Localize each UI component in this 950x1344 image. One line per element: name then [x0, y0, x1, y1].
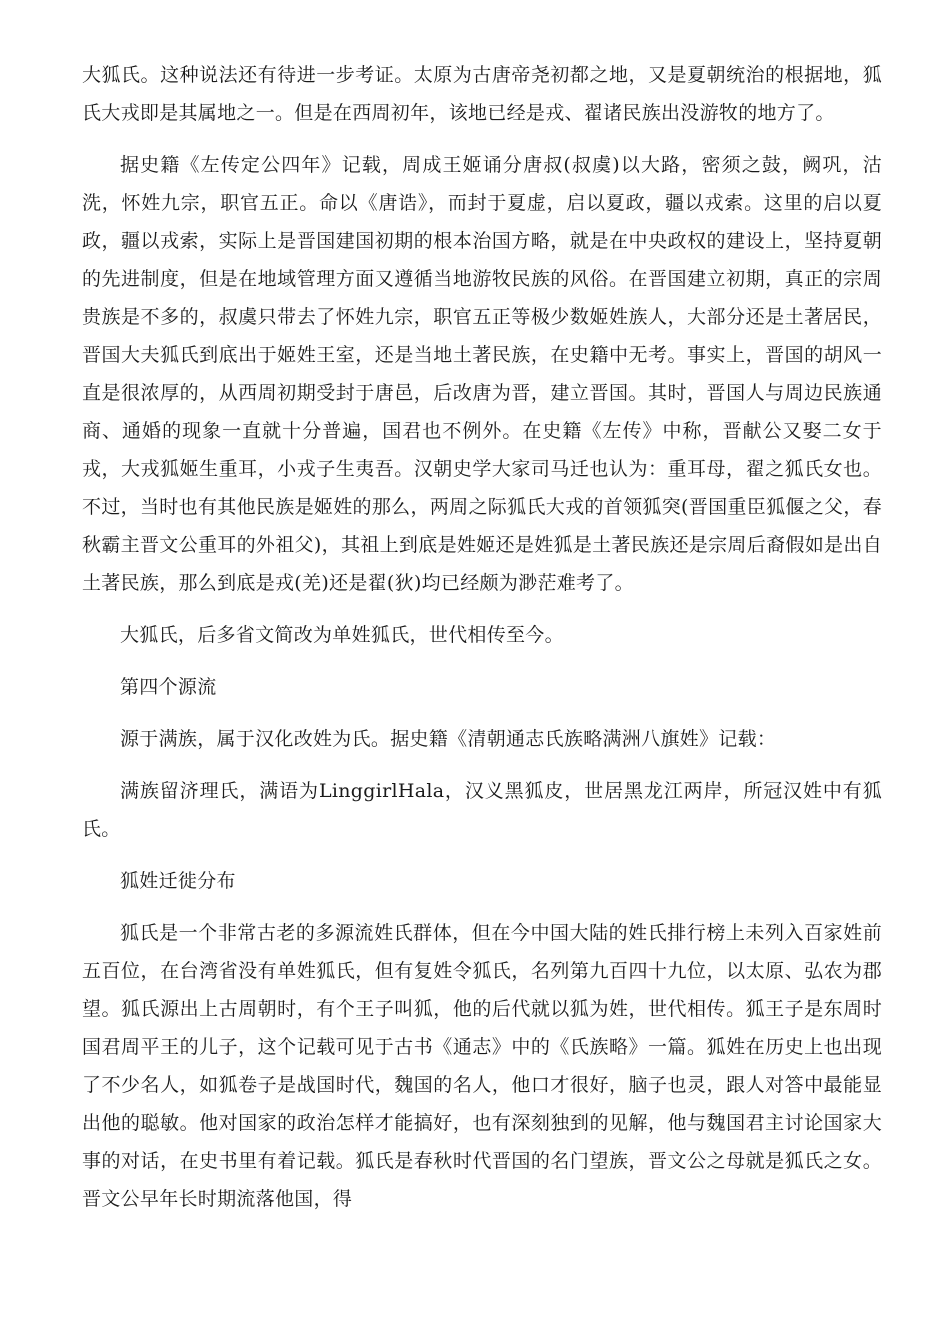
paragraph-manchu-origin: 源于满族，属于汉化改姓为氏。据史籍《清朝通志氏族略满洲八旗姓》记载： — [120, 728, 777, 750]
document-page — [82, 56, 882, 1232]
paragraph-migration-distribution: 狐氏是一个非常古老的多源流姓氏群体，但在今中国大陆的姓氏排行榜上未列入百家姓前五百位，在台湾省没有单姓狐氏，但有复姓令狐氏，名列第九百四十九位，以太原、弘农为郡望。狐氏源出上古周朝时，有个王子叫狐，他的后代就以狐为姓，世代相传。狐王子是东周时国君周平王的儿子，这个记载可见于古书《通志》中的《氏族略》一篇。狐姓在历史上也出现了不少名人，如狐卷子是战国时代，魏国的名人，他口才很好，脑子也灵，跟人对答中最能显出他的聪敏。他对国家的政治怎样才能搞好，也有深刻独到的见解，他与魏国君主讨论国家大事的对话，在史书里有着记载。狐氏是春秋时代晋国的名门望族，晋文公之母就是狐氏之女。晋文公早年长时期流落他国，得 — [82, 922, 882, 1210]
paragraph-manchu-clan: 满族留济理氏，满语为LinggirlHala，汉义黑狐皮，世居黑龙江两岸，所冠汉姓中有狐氏。 — [82, 780, 882, 840]
paragraph-surname-simplified: 大狐氏，后多省文简改为单姓狐氏，世代相传至今。 — [120, 624, 564, 646]
paragraph-zuozhuan-record: 据史籍《左传定公四年》记载，周成王姬诵分唐叔(叔虞)以大路，密须之鼓，阙巩，沽洗，怀姓九宗，职官五正。命以《唐诰》，而封于夏虚，启以夏政，疆以戎索。这里的启以夏政，疆以戎索，实际上是晋国建国初期的根本治国方略，就是在中央政权的建设上，坚持夏朝的先进制度，但是在地域管理方面又遵循当地游牧民族的风俗。在晋国建立初期，真正的宗周贵族是不多的，叔虞只带去了怀姓九宗，职官五正等极少数姬姓族人，大部分还是土著居民，晋国大夫狐氏到底出于姬姓王室，还是当地土著民族，在史籍中无考。事实上，晋国的胡风一直是很浓厚的，从西周初期受封于唐邑，后改唐为晋，建立晋国。其时，晋国人与周边民族通商、通婚的现象一直就十分普遍，国君也不例外。在史籍《左传》中称，晋献公又娶二女于戎，大戎狐姬生重耳，小戎子生夷吾。汉朝史学大家司马迁也认为：重耳母，翟之狐氏女也。不过，当时也有其他民族是姬姓的那么，两周之际狐氏大戎的首领狐突(晋国重臣狐偃之父，春秋霸主晋文公重耳的外祖父)，其祖上到底是姓姬还是姓狐是土著民族还是宗周后裔假如是出自土著民族，那么到底是戎(羌)还是翟(狄)均已经颇为渺茫难考了。 — [82, 154, 882, 594]
section-heading-migration: 狐姓迁徙分布 — [120, 870, 236, 892]
paragraph-continuation: 大狐氏。这种说法还有待进一步考证。太原为古唐帝尧初都之地，又是夏朝统治的根据地，狐氏大戎即是其属地之一。但是在西周初年，该地已经是戎、翟诸民族出没游牧的地方了。 — [82, 64, 882, 124]
section-heading-fourth-origin: 第四个源流 — [120, 676, 217, 698]
